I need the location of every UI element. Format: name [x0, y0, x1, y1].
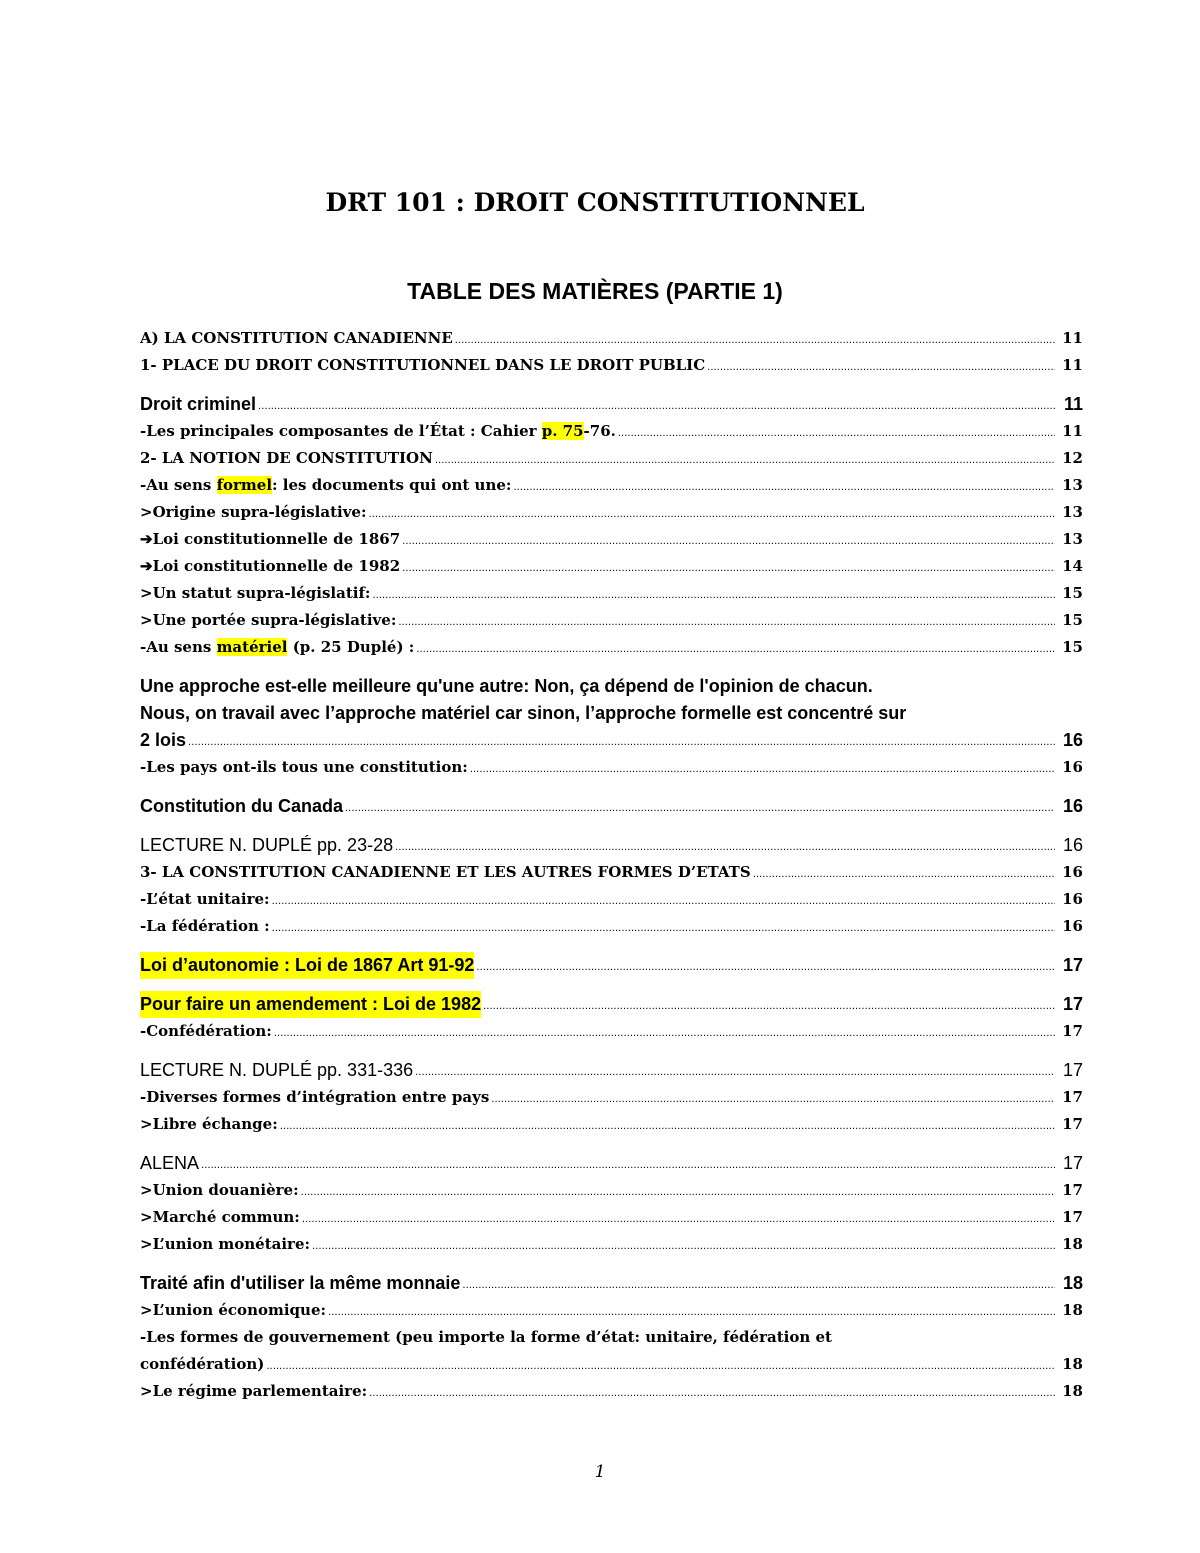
toc-entry-page: 18: [1062, 1301, 1083, 1319]
toc-leader-dots: [280, 1111, 1055, 1138]
toc-entry-page: 17: [1062, 994, 1083, 1014]
toc-entry[interactable]: [140, 1057, 1083, 1084]
toc-entry-page: 18: [1062, 1235, 1083, 1253]
toc-entry[interactable]: [140, 913, 1083, 940]
toc-entry-label: Constitution du Canada: [140, 796, 343, 816]
toc-entry-label: [140, 634, 414, 661]
toc-entry-label: 1- PLACE DU DROIT CONSTITUTIONNEL DANS LE DROIT PUBLIC: [140, 356, 706, 374]
toc-entry-page: 17: [1062, 1088, 1083, 1106]
toc-entry[interactable]: [140, 445, 1083, 472]
table-of-contents: [140, 325, 1083, 1405]
toc-entry[interactable]: [140, 391, 1083, 418]
toc-entry[interactable]: [140, 526, 1083, 553]
toc-entry[interactable]: [140, 1297, 1083, 1324]
toc-entry-page: 11: [1062, 422, 1083, 440]
toc-entry-label: 3- LA CONSTITUTION CANADIENNE ET LES AUTRES FORMES D’ETATS: [140, 863, 751, 881]
toc-entry-page: 13: [1062, 476, 1083, 494]
toc-leader-dots: [753, 859, 1055, 886]
toc-leader-dots: [395, 832, 1055, 859]
toc-entry-label: >L’union monétaire:: [140, 1235, 311, 1253]
toc-entry[interactable]: [140, 1351, 1083, 1378]
toc-entry[interactable]: [140, 634, 1083, 661]
toc-entry[interactable]: [140, 1270, 1083, 1297]
toc-entry-page: 15: [1062, 611, 1083, 629]
toc-entry[interactable]: [140, 418, 1083, 445]
toc-entry-page: 15: [1062, 638, 1083, 656]
toc-leader-dots: [328, 1297, 1055, 1324]
toc-entry-label: -L’état unitaire:: [140, 890, 270, 908]
toc-leader-dots: [483, 991, 1055, 1018]
toc-leader-dots: [272, 886, 1055, 913]
toc-entry-page: 16: [1062, 917, 1083, 935]
toc-entry-page: 11: [1063, 394, 1083, 414]
toc-entry[interactable]: [140, 727, 1083, 754]
toc-entry-label: ➔Loi constitutionnelle de 1982: [140, 557, 401, 575]
toc-heading: TABLE DES MATIÈRES (PARTIE 1): [407, 278, 783, 304]
toc-leader-dots: [312, 1231, 1055, 1258]
toc-entry-label: >Le régime parlementaire:: [140, 1382, 368, 1400]
toc-leader-dots: [470, 754, 1055, 781]
toc-leader-dots: [302, 1204, 1055, 1231]
toc-entry-line: Une approche est-elle meilleure qu'une autre: Non, ça dépend de l'opinion de chacun.: [140, 676, 873, 696]
toc-leader-dots: [491, 1084, 1055, 1111]
toc-entry-page: 16: [1062, 835, 1083, 855]
toc-entry-page: 18: [1062, 1382, 1083, 1400]
toc-entry[interactable]: [140, 1204, 1083, 1231]
toc-leader-dots: [258, 391, 1055, 418]
toc-entry-label: 2 lois: [140, 730, 187, 750]
toc-entry[interactable]: [140, 1231, 1083, 1258]
toc-leader-dots: [435, 445, 1055, 472]
toc-leader-dots: [301, 1177, 1055, 1204]
toc-label-part: -Les principales composantes de l’État : Cahier: [140, 422, 542, 440]
toc-leader-dots: [618, 418, 1055, 445]
toc-entry[interactable]: [140, 859, 1083, 886]
toc-entry-label: Traité afin d'utiliser la même monnaie: [140, 1273, 461, 1293]
toc-entry-label: >Marché commun:: [140, 1208, 300, 1226]
toc-leader-dots: [369, 499, 1056, 526]
toc-entry-page: 16: [1062, 863, 1083, 881]
toc-entry-line: -Les formes de gouvernement (peu importe la forme d’état: unitaire, fédération et: [140, 1328, 832, 1346]
highlighted-text: p. 75: [541, 422, 584, 440]
toc-leader-dots: [513, 472, 1055, 499]
toc-entry-page: 17: [1062, 955, 1083, 975]
toc-entry-page: 15: [1062, 584, 1083, 602]
toc-leader-dots: [462, 1270, 1055, 1297]
toc-entry-label: >Un statut supra-législatif:: [140, 584, 371, 602]
toc-entry[interactable]: [140, 1150, 1083, 1177]
toc-entry[interactable]: [140, 793, 1083, 820]
toc-entry-label: >Origine supra-législative:: [140, 503, 367, 521]
toc-entry-label: [140, 418, 616, 445]
toc-label-part: : les documents qui ont une:: [272, 476, 512, 494]
toc-entry-label: LECTURE N. DUPLÉ pp. 331-336: [140, 1060, 414, 1080]
toc-entry[interactable]: [140, 607, 1083, 634]
toc-leader-dots: [369, 1378, 1055, 1405]
toc-entry[interactable]: [140, 325, 1083, 352]
toc-entry-label: confédération): [140, 1355, 265, 1373]
toc-entry-page: 11: [1062, 356, 1083, 374]
toc-leader-dots: [345, 793, 1055, 820]
toc-entry-label: -Confédération:: [140, 1022, 272, 1040]
toc-entry[interactable]: [140, 1084, 1083, 1111]
toc-leader-dots: [266, 1351, 1055, 1378]
toc-entry-page: 16: [1062, 758, 1083, 776]
toc-entry-page: 16: [1062, 730, 1083, 750]
toc-entry[interactable]: [140, 952, 1083, 979]
toc-label-part: -Au sens: [140, 638, 217, 656]
toc-entry-page: 16: [1062, 890, 1083, 908]
toc-entry[interactable]: [140, 886, 1083, 913]
toc-leader-dots: [274, 1018, 1055, 1045]
page-number: 1: [594, 1462, 606, 1482]
toc-entry-label: ➔Loi constitutionnelle de 1867: [140, 530, 401, 548]
toc-entry-label: 2- LA NOTION DE CONSTITUTION: [140, 449, 433, 467]
toc-entry-page: 17: [1062, 1115, 1083, 1133]
highlighted-text: formel: [216, 476, 273, 494]
toc-entry-page: 18: [1062, 1355, 1083, 1373]
toc-entry-page: 12: [1062, 449, 1083, 467]
toc-leader-dots: [476, 952, 1055, 979]
toc-entry[interactable]: [140, 754, 1083, 781]
toc-leader-dots: [201, 1150, 1055, 1177]
toc-entry-label: -Les pays ont-ils tous une constitution:: [140, 758, 468, 776]
toc-leader-dots: [372, 580, 1055, 607]
toc-entry[interactable]: [140, 352, 1083, 379]
highlighted-text: matériel: [216, 638, 288, 656]
toc-leader-dots: [707, 352, 1055, 379]
toc-entry-page: 17: [1062, 1181, 1083, 1199]
toc-entry-page: 11: [1062, 329, 1083, 347]
toc-leader-dots: [188, 727, 1055, 754]
toc-entry-label: A) LA CONSTITUTION CANADIENNE: [140, 329, 453, 347]
toc-entry[interactable]: [140, 1378, 1083, 1405]
toc-label-part: (p. 25 Duplé) :: [287, 638, 415, 656]
toc-leader-dots: [455, 325, 1055, 352]
toc-label-part: -Au sens: [140, 476, 217, 494]
toc-entry[interactable]: [140, 580, 1083, 607]
toc-entry-label: -Diverses formes d’intégration entre pays: [140, 1088, 490, 1106]
toc-entry-label: >Une portée supra-législative:: [140, 611, 397, 629]
toc-leader-dots: [402, 526, 1055, 553]
toc-entry-page: 17: [1062, 1060, 1083, 1080]
toc-label-part: -76.: [583, 422, 616, 440]
toc-entry-label: Loi d’autonomie : Loi de 1867 Art 91-92: [140, 952, 474, 979]
toc-entry-page: 17: [1062, 1208, 1083, 1226]
toc-entry-page: 16: [1062, 796, 1083, 816]
toc-entry[interactable]: [140, 1177, 1083, 1204]
toc-entry-label: Droit criminel: [140, 394, 257, 414]
toc-entry-page: 17: [1062, 1022, 1083, 1040]
toc-entry-label: ALENA: [140, 1153, 200, 1173]
toc-entry[interactable]: [140, 991, 1083, 1018]
toc-entry[interactable]: [140, 1018, 1083, 1045]
toc-entry-page: 13: [1062, 503, 1083, 521]
toc-entry-line: Nous, on travail avec l’approche matériel car sinon, l’approche formelle est concentré sur: [140, 703, 907, 723]
toc-entry-label: Pour faire un amendement : Loi de 1982: [140, 991, 481, 1018]
toc-entry-label: >Union douanière:: [140, 1181, 299, 1199]
toc-entry-label: >Libre échange:: [140, 1115, 278, 1133]
toc-entry-label: -La fédération :: [140, 917, 270, 935]
document-title: DRT 101 : DROIT CONSTITUTIONNEL: [325, 188, 865, 217]
toc-leader-dots: [398, 607, 1055, 634]
toc-leader-dots: [416, 634, 1055, 661]
toc-leader-dots: [272, 913, 1055, 940]
toc-entry-label: [140, 472, 511, 499]
toc-entry-page: 17: [1062, 1153, 1083, 1173]
toc-entry[interactable]: [140, 472, 1083, 499]
toc-entry[interactable]: [140, 499, 1083, 526]
toc-entry-page: 13: [1062, 530, 1083, 548]
toc-entry[interactable]: [140, 1111, 1083, 1138]
toc-entry[interactable]: [140, 553, 1083, 580]
toc-entry[interactable]: [140, 832, 1083, 859]
toc-entry-page: 14: [1062, 557, 1083, 575]
toc-leader-dots: [402, 553, 1055, 580]
toc-entry-label: >L’union économique:: [140, 1301, 327, 1319]
toc-leader-dots: [415, 1057, 1055, 1084]
toc-entry-page: 18: [1062, 1273, 1083, 1293]
toc-entry-label: LECTURE N. DUPLÉ pp. 23-28: [140, 835, 394, 855]
